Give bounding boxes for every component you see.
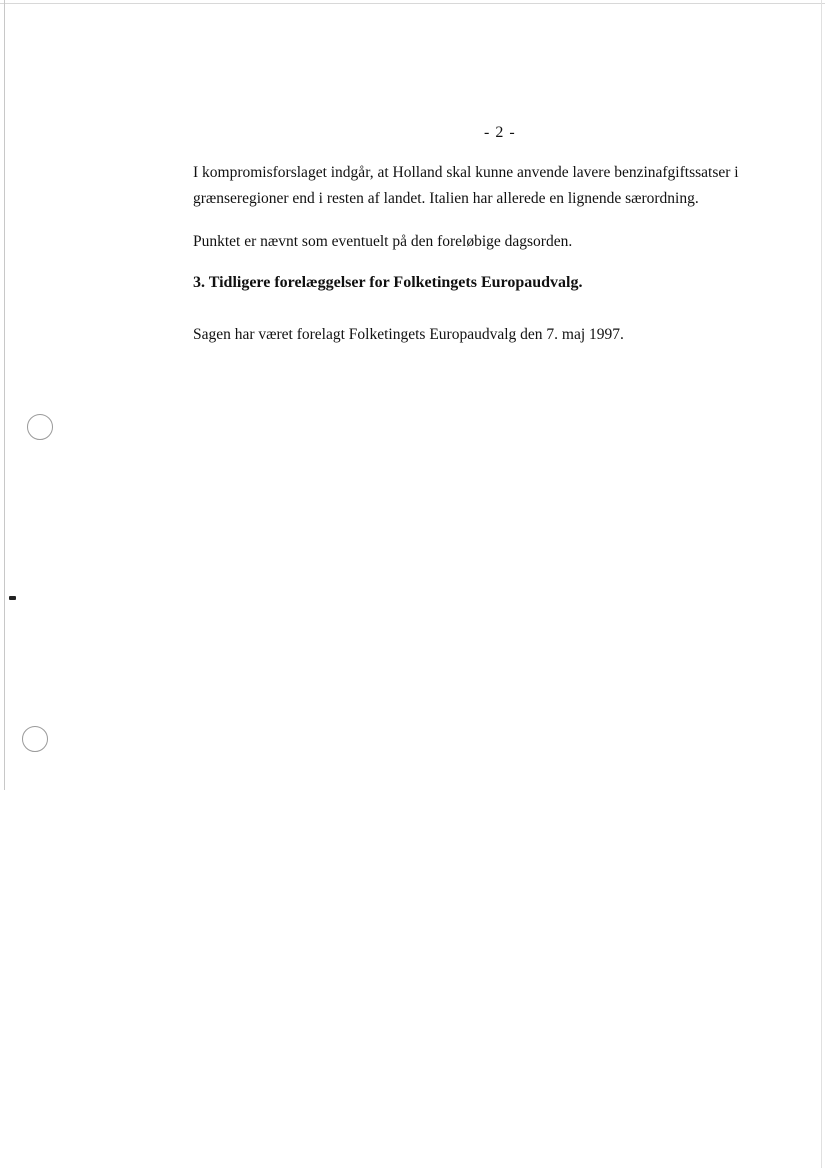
paragraph-compromise — [193, 160, 803, 212]
page-left-edge — [4, 0, 5, 790]
punch-hole-icon — [22, 726, 48, 752]
punch-hole-icon — [27, 414, 53, 440]
page-number: - 2 - — [484, 124, 516, 141]
section-heading: 3. Tidligere forelæggelser for Folketingets Europaudvalg. — [193, 274, 583, 291]
margin-mark — [9, 596, 16, 600]
paragraph-line: grænseregioner end i resten af landet. Italien har allerede en lignende særordning. — [193, 190, 699, 207]
paragraph-line: I kompromisforslaget indgår, at Holland skal kunne anvende lavere benzinafgiftssatser i — [193, 164, 739, 181]
paragraph-previous-presentation: Sagen har været forelagt Folketingets Europaudvalg den 7. maj 1997. — [193, 326, 624, 343]
paragraph-agenda: Punktet er nævnt som eventuelt på den foreløbige dagsorden. — [193, 233, 573, 250]
page-right-edge — [821, 0, 822, 1168]
page-top-edge — [0, 3, 825, 4]
